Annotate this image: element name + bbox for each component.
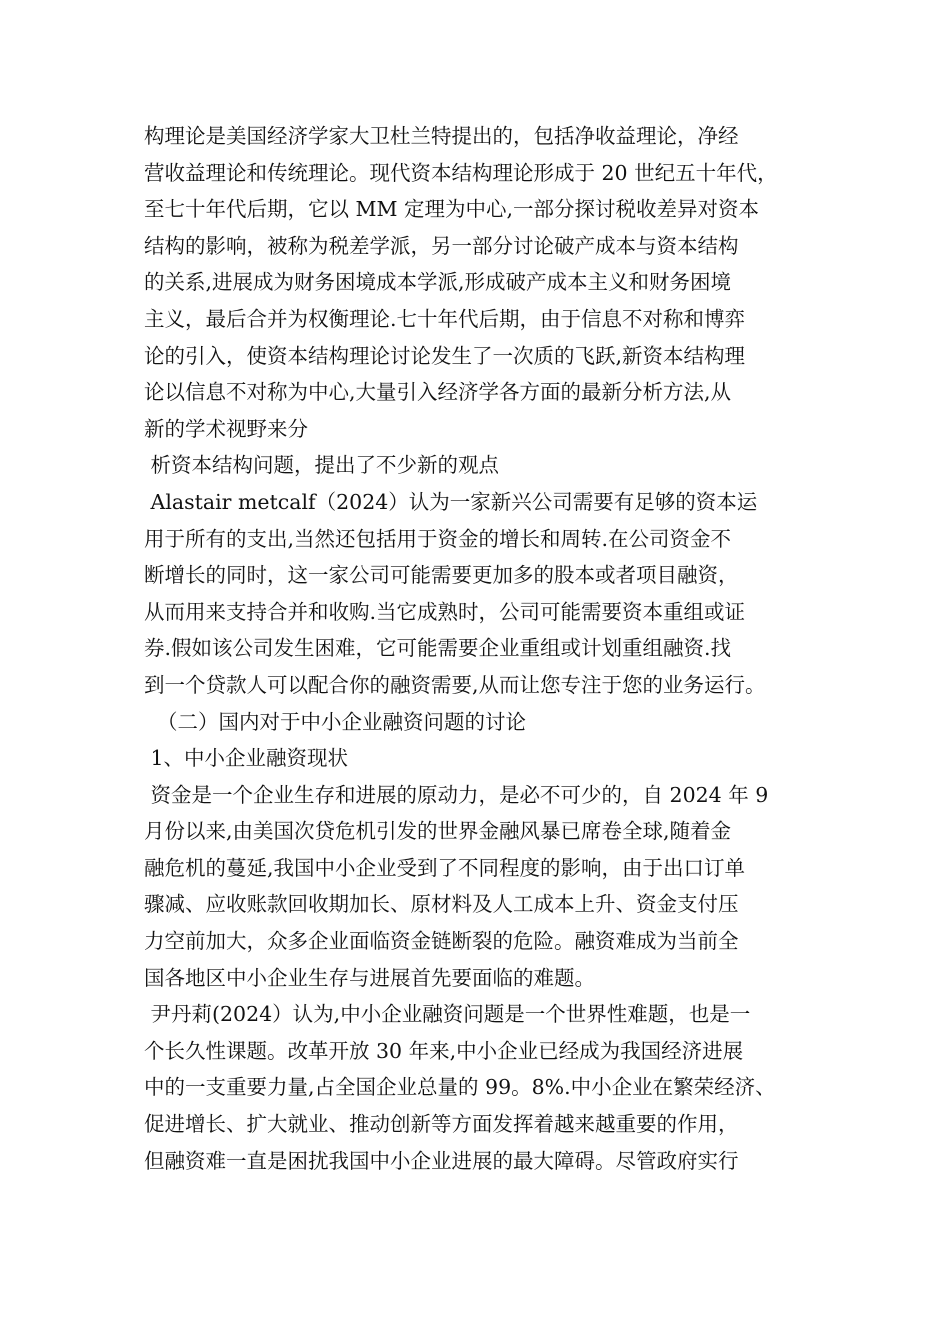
text-line: 尹丹莉(2024）认为,中小企业融资问题是一个世界性难题，也是一	[144, 1002, 751, 1027]
text-line: 的关系,进展成为财务困境成本学派,形成破产成本主义和财务困境	[144, 270, 732, 295]
subsection-heading: 1、中小企业融资现状	[144, 746, 349, 771]
text-line: 中的一支重要力量,占全国企业总量的 99。8%.中小企业在繁荣经济、	[144, 1075, 776, 1100]
text-line: 营收益理论和传统理论。现代资本结构理论形成于 20 世纪五十年代，	[144, 160, 778, 185]
text-line: 主义，最后合并为权衡理论.七十年代后期，由于信息不对称和博弈	[144, 306, 746, 331]
text-line: 从而用来支持合并和收购.当它成熟时，公司可能需要资本重组或证	[144, 599, 746, 624]
text-line: 析资本结构问题，提出了不少新的观点	[144, 453, 500, 478]
text-line: 论以信息不对称为中心,大量引入经济学各方面的最新分析方法,从	[144, 380, 732, 405]
text-line: 但融资难一直是困扰我国中小企业进展的最大障碍。尽管政府实行	[144, 1148, 739, 1173]
text-line: 结构的影响，被称为税差学派，另一部分讨论破产成本与资本结构	[144, 233, 739, 258]
text-line: 骤减、应收账款回收期加长、原材料及人工成本上升、资金支付压	[144, 892, 739, 917]
text-line: 论的引入，使资本结构理论讨论发生了一次质的飞跃,新资本结构理	[144, 343, 746, 368]
text-line: 券.假如该公司发生困难，它可能需要企业重组或计划重组融资.找	[144, 636, 732, 661]
text-line: 资金是一个企业生存和进展的原动力，是必不可少的，自 2024 年 9	[144, 782, 769, 807]
text-line: 构理论是美国经济学家大卫杜兰特提出的，包括净收益理论，净经	[144, 124, 739, 148]
body-text	[144, 118, 844, 1179]
text-line: 断增长的同时，这一家公司可能需要更加多的股本或者项目融资，	[144, 563, 739, 588]
section-heading: （二）国内对于中小企业融资问题的讨论	[144, 709, 527, 734]
text-line: 国各地区中小企业生存与进展首先要面临的难题。	[144, 965, 595, 990]
text-line: 用于所有的支出,当然还包括用于资金的增长和周转.在公司资金不	[144, 526, 732, 551]
text-line: 力空前加大，众多企业面临资金链断裂的危险。融资难成为当前全	[144, 929, 739, 954]
text-line: 至七十年代后期，它以 MM 定理为中心,一部分探讨税收差异对资本	[144, 197, 760, 222]
text-line: 月份以来,由美国次贷危机引发的世界金融风暴已席卷全球,随着金	[144, 819, 732, 844]
text-line: 个长久性课题。改革开放 30 年来,中小企业已经成为我国经济进展	[144, 1038, 744, 1063]
text-line: Alastair metcalf（2024）认为一家新兴公司需要有足够的资本运	[144, 489, 758, 514]
text-line: 融危机的蔓延,我国中小企业受到了不同程度的影响，由于出口订单	[144, 855, 746, 880]
text-line: 到一个贷款人可以配合你的融资需要,从而让您专注于您的业务运行。	[144, 672, 766, 697]
text-line: 促进增长、扩大就业、推动创新等方面发挥着越来越重要的作用，	[144, 1112, 739, 1137]
text-line: 新的学术视野来分	[144, 416, 308, 441]
